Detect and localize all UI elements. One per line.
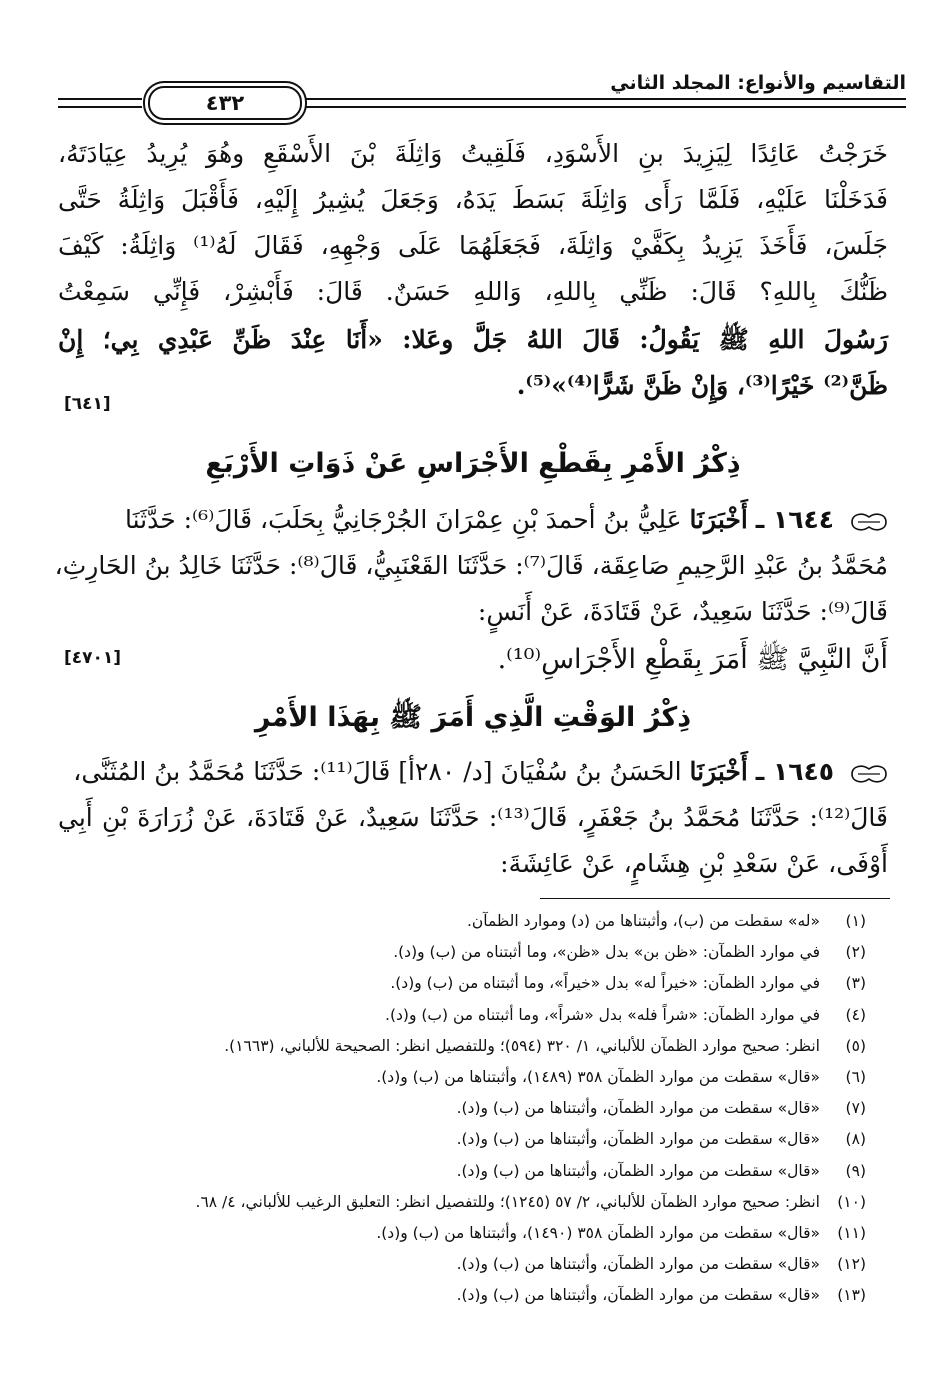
footnote-number: (٢) [845, 943, 866, 962]
text-line-2: فَدَخَلْنَا عَلَيْهِ، فَلَمَّا رَأَى وَاثِلَةَ بَسَطَ يَدَهُ، وَجَعَلَ يُشِيرُ إِلَيْهِ، فَأَقْبَلَ وَاثِلَةُ حَتَّى [58, 185, 888, 214]
footnote-number: (٩) [845, 1161, 866, 1180]
footnote-text: انظر: صحيح موارد الظمآن للألباني، ١/ ٣٢٠ (٥٩٤)؛ وللتفصيل انظر: الصحيحة للألباني، (١٦٦٣). [224, 1036, 820, 1055]
footnote-number: (١٠) [837, 1192, 866, 1211]
hadith-number-1644: ١٦٤٤ ـ [755, 505, 835, 534]
footnote-text: «قال» سقطت من موارد الظمآن، وأثبتناها من (ب) و(د). [456, 1130, 820, 1149]
footnote-separator [540, 898, 890, 899]
footnote-number: (٨) [845, 1130, 866, 1149]
hadith-1645-line-3: أَوْفَى، عَنْ سَعْدِ بْنِ هِشَامٍ، عَنْ عَائِشَةَ: [500, 849, 888, 878]
page-header [58, 72, 906, 116]
hadith-marker-icon [850, 511, 888, 533]
footnote-number: (١٣) [837, 1286, 866, 1305]
text-line-3: جَلَسَ، فَأَخَذَ يَزِيدُ بِكَفَّيْ وَاثِلَةَ، فَجَعَلَهُمَا عَلَى وَجْهِهِ، فَقَالَ لَهُ⁽¹⁾ وَاثِلَةُ: كَيْفَ [58, 231, 888, 260]
footnote-text: «قال» سقطت من موارد الظمآن، وأثبتناها من (ب) و(د). [456, 1255, 820, 1274]
akhbarana-word: أَخْبَرَنَا [689, 757, 748, 786]
text-line-1: خَرَجْتُ عَائِدًا لِيَزِيدَ بنِ الأَسْوَدِ، فَلَقِيتُ وَاثِلَةَ بْنَ الأَسْقَعِ وهُوَ يُرِيدُ عِيَادَتَهُ، [58, 139, 888, 168]
footnote-item [60, 1218, 866, 1249]
text-line-6: ظَنَّ⁽²⁾ خَيْرًا⁽³⁾، وَإِنْ ظَنَّ شَرًّا⁽⁴⁾»⁽⁵⁾. [516, 371, 888, 400]
footnote-item [60, 1156, 866, 1187]
footnote-item [60, 1280, 866, 1311]
hadith-1645-isnad-1: الحَسَنُ بنُ سُفْيَانَ [د/ ٢٨٠أ] قَالَ⁽¹¹⁾: حَدَّثَنَا مُحَمَّدُ بنُ المُثَنَّى، [73, 757, 682, 786]
footnote-item [60, 906, 866, 937]
footnote-text: في موارد الظمآن: «شراً فله» بدل «شراً»، وما أثبتناه من (ب) و(د). [385, 1005, 820, 1024]
footnote-text: في موارد الظمآن: «خيراً له» بدل «خيراً»، وما أثبتناه من (ب) و(د). [390, 974, 820, 993]
page-number: ٤٣٢ [205, 91, 245, 115]
header-rule-left [58, 98, 142, 108]
hadith-marker-icon [850, 763, 888, 785]
footnote-number: (١) [845, 912, 866, 930]
footnote-number: (٣) [845, 974, 866, 993]
footnote-number: (١٢) [837, 1255, 866, 1274]
akhbarana-word: أَخْبَرَنَا [689, 505, 748, 534]
footnote-text: في موارد الظمآن: «ظن بن» بدل «ظن»، وما أثبتناه من (ب) و(د). [393, 943, 820, 962]
footnote-number: (٥) [845, 1036, 866, 1055]
footnote-item [60, 1031, 866, 1062]
hadith-1645-line-1 [58, 752, 888, 792]
footnote-text: «له» سقطت من (ب)، وأثبتناها من (د) وموارد الظمآن. [466, 912, 820, 930]
hadith-1644-line-3: قَالَ⁽⁹⁾: حَدَّثَنَا سَعِيدٌ، عَنْ قَتَادَةَ، عَنْ أَنَسٍ: [477, 597, 888, 626]
section-heading-1: ذِكْرُ الأَمْرِ بِقَطْعِ الأَجْرَاسِ عَنْ ذَوَاتِ الأَرْبَعِ [205, 448, 741, 479]
footnote-number: (٤) [845, 1005, 866, 1024]
footnote-text: «قال» سقطت من موارد الظمآن، وأثبتناها من (ب) و(د). [456, 1099, 820, 1118]
hadith-1644-isnad-1: عَلِيُّ بنُ أحمدَ بْنِ عِمْرَانَ الجُرْجَانِيُّ بِحَلَبَ، قَالَ⁽⁶⁾: حَدَّثَنَا [124, 505, 682, 534]
section-heading-2: ذِكْرُ الوَقْتِ الَّذِي أَمَرَ ﷺ بِهَذَا الأَمْرِ [254, 702, 692, 733]
footnote-text: «قال» سقطت من موارد الظمآن ٣٥٨ (١٤٨٩)، وأثبتناها من (ب) و(د). [376, 1067, 820, 1086]
running-title: التقاسيم والأنواع: المجلد الثاني [610, 72, 906, 94]
footnote-item [60, 1062, 866, 1093]
footnote-text: «قال» سقطت من موارد الظمآن، وأثبتناها من (ب) و(د). [456, 1161, 820, 1180]
hadith-ref-4701: [٤٧٠١] [64, 648, 122, 668]
footnote-text: «قال» سقطت من موارد الظمآن ٣٥٨ (١٤٩٠)، وأثبتناها من (ب) و(د). [376, 1223, 820, 1242]
footnote-item [60, 1000, 866, 1031]
footnote-item [60, 1124, 866, 1155]
hadith-1644-matn: أَنَّ النَّبِيَّ ﷺ أَمَرَ بِقَطْعِ الأَجْرَاسِ⁽¹⁰⁾. [497, 644, 888, 675]
hadith-number-1645: ١٦٤٥ ـ [755, 757, 835, 786]
footnote-item [60, 1187, 866, 1218]
hadith-1644-line-2: مُحَمَّدُ بنُ عَبْدِ الرَّحِيمِ صَاعِقَة، قَالَ⁽⁷⁾: حَدَّثَنَا القَعْنَبِيُّ، قَالَ⁽⁸⁾: حَدَّثَنَا خَالِدُ بنُ الحَارِثِ، [54, 551, 888, 580]
footnote-number: (٧) [845, 1099, 866, 1118]
footnote-item [60, 1249, 866, 1280]
hadith-1645-line-2: قَالَ⁽¹²⁾: حَدَّثَنَا مُحَمَّدُ بنُ جَعْفَرٍ، قَالَ⁽¹³⁾: حَدَّثَنَا سَعِيدٌ، عَنْ قَتَادَةَ، عَنْ زُرَارَةَ بْنِ أَبِي [58, 803, 888, 832]
footnote-item [60, 968, 866, 999]
footnote-number: (١١) [837, 1223, 866, 1242]
text-line-5: رَسُولَ اللهِ ﷺ يَقُولُ: قَالَ اللهُ جَلَّ وعَلا: «أَنَا عِنْدَ ظَنِّ عَبْدِي بِي؛ إِنْ [58, 325, 888, 354]
hadith-ref-641: [٦٤١] [64, 394, 111, 414]
footnote-text: «قال» سقطت من موارد الظمآن، وأثبتناها من (ب) و(د). [456, 1286, 820, 1305]
header-rule-right [304, 98, 906, 108]
page-number-badge [148, 86, 302, 120]
text-line-4: ظَنُّكَ بِاللهِ؟ قَالَ: ظَنِّي بِاللهِ، وَاللهِ حَسَنٌ. قَالَ: فَأَبْشِرْ، فَإِنِّي سَمِعْتُ [58, 277, 888, 306]
footnote-number: (٦) [845, 1067, 866, 1086]
footnote-text: انظر: صحيح موارد الظمآن للألباني، ٢/ ٥٧ (١٢٤٥)؛ وللتفصيل انظر: التعليق الرغيب للألباني، ٤/ ٦٨. [195, 1192, 820, 1211]
hadith-1644-line-1 [58, 500, 888, 540]
footnote-item [60, 1093, 866, 1124]
footnote-item [60, 937, 866, 968]
footnotes-list [60, 906, 866, 1311]
